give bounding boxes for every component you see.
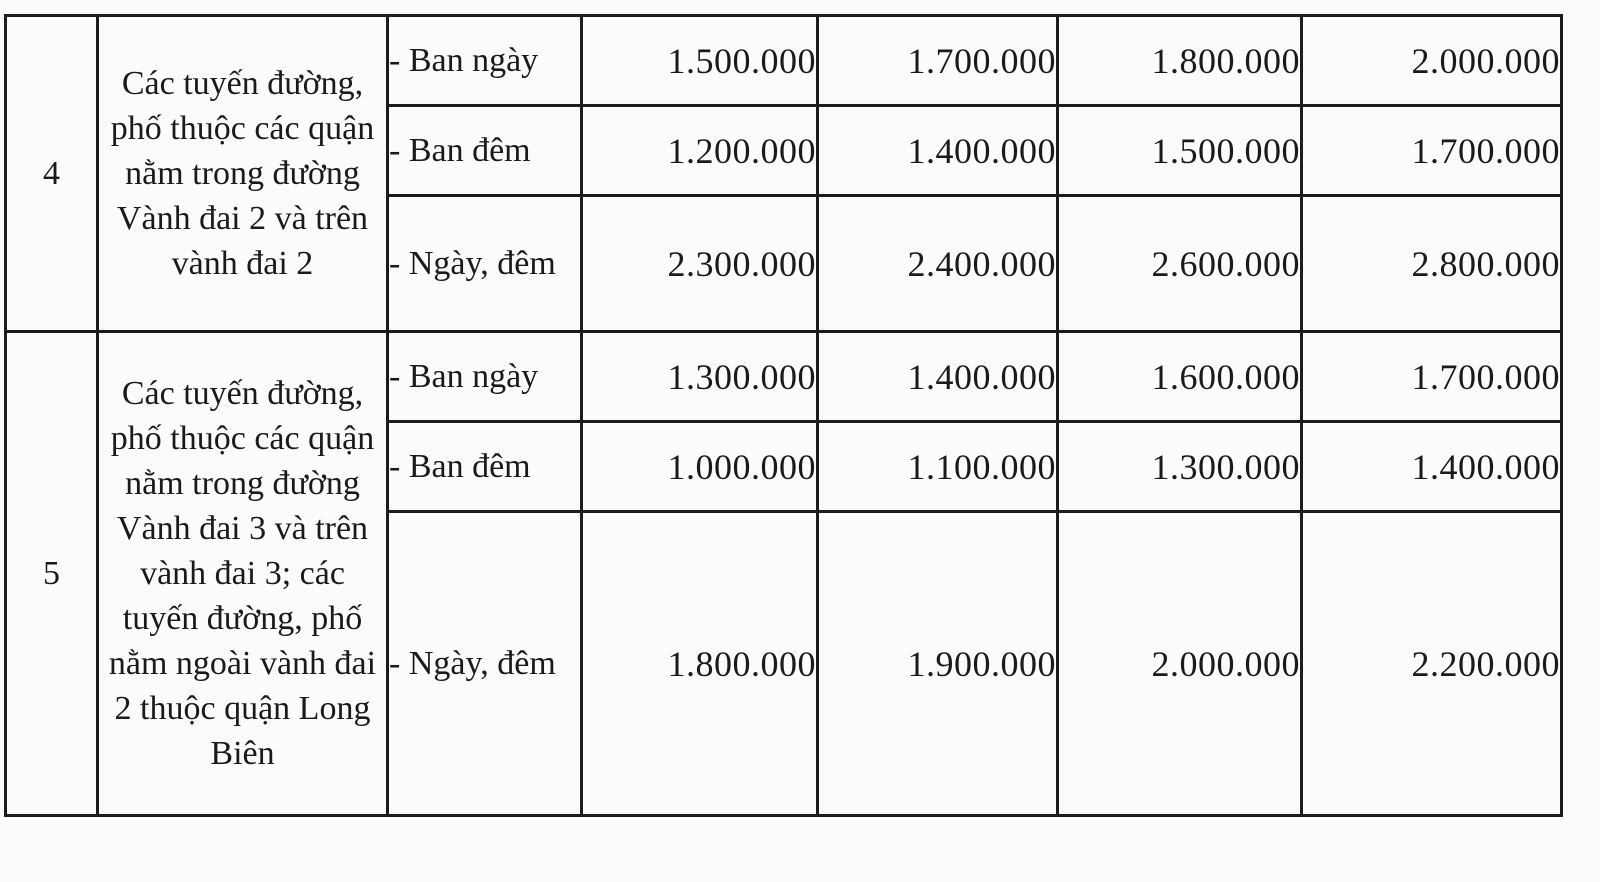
price-table <box>4 14 1563 817</box>
price-cell: 1.400.000 <box>818 332 1058 422</box>
price-cell: 1.600.000 <box>1058 332 1302 422</box>
route-description: Các tuyến đường, phố thuộc các quận nằm trong đường Vành đai 2 và trên vành đai 2 <box>98 16 388 332</box>
table-row <box>6 16 1562 106</box>
price-cell: 2.400.000 <box>818 196 1058 332</box>
price-cell: 1.700.000 <box>1302 332 1562 422</box>
time-period: - Ngày, đêm <box>388 512 582 816</box>
price-cell: 2.600.000 <box>1058 196 1302 332</box>
price-cell: 1.500.000 <box>1058 106 1302 196</box>
table-row <box>6 332 1562 422</box>
time-period: - Ban đêm <box>388 422 582 512</box>
price-cell: 2.000.000 <box>1058 512 1302 816</box>
price-cell: 1.700.000 <box>1302 106 1562 196</box>
time-period: - Ban ngày <box>388 16 582 106</box>
price-cell: 1.800.000 <box>582 512 818 816</box>
price-cell: 1.900.000 <box>818 512 1058 816</box>
price-cell: 1.300.000 <box>1058 422 1302 512</box>
price-cell: 2.000.000 <box>1302 16 1562 106</box>
price-cell: 1.400.000 <box>818 106 1058 196</box>
time-period: - Ban ngày <box>388 332 582 422</box>
route-description: Các tuyến đường, phố thuộc các quận nằm trong đường Vành đai 3 và trên vành đai 3; các tuyến đường, phố nằm ngoài vành đai 2 thuộc quận Long Biên <box>98 332 388 816</box>
price-cell: 1.200.000 <box>582 106 818 196</box>
price-cell: 1.500.000 <box>582 16 818 106</box>
price-cell: 2.200.000 <box>1302 512 1562 816</box>
time-period: - Ngày, đêm <box>388 196 582 332</box>
price-cell: 1.800.000 <box>1058 16 1302 106</box>
price-cell: 1.100.000 <box>818 422 1058 512</box>
price-cell: 1.700.000 <box>818 16 1058 106</box>
row-number: 4 <box>6 16 98 332</box>
price-cell: 1.400.000 <box>1302 422 1562 512</box>
row-number: 5 <box>6 332 98 816</box>
price-cell: 2.800.000 <box>1302 196 1562 332</box>
price-cell: 2.300.000 <box>582 196 818 332</box>
price-cell: 1.000.000 <box>582 422 818 512</box>
price-cell: 1.300.000 <box>582 332 818 422</box>
time-period: - Ban đêm <box>388 106 582 196</box>
